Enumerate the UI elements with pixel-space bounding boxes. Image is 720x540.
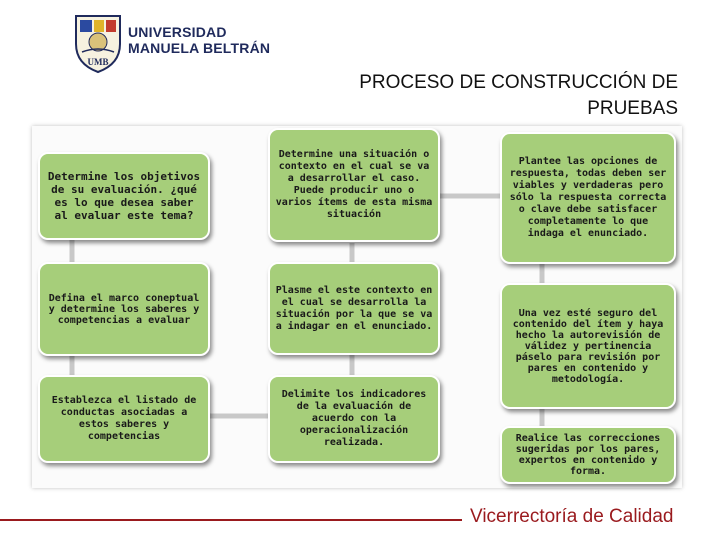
step-text: Determine una situación o contexto en el cual se va a desarrollar el caso. Puede producir uno o varios ítems de esta misma situación [275, 149, 433, 220]
step-write-stem [268, 262, 440, 355]
step-peer-review [500, 283, 676, 409]
step-text: Defina el marco coneptual y determine los saberes y competencias a evaluar [48, 292, 200, 326]
step-text: Delimite los indicadores de la evaluación de acuerdo con la operacionalización realizada. [281, 389, 427, 448]
step-apply-corrections [500, 426, 676, 484]
step-text: Establezca el listado de conductas asociadas a estos saberes y competencias [51, 395, 197, 442]
step-text: Plantee las opciones de respuesta, todas deben ser viables y verdaderas pero sólo la respuesta correcta o clave debe satisfacer completamente lo que indaga el enunciado. [509, 156, 667, 239]
step-define-objectives [38, 152, 210, 240]
step-text: Realice las correcciones sugeridas por los pares, expertos en contenido y forma. [515, 433, 661, 477]
step-text: Plasme el este contexto en el cual se desarrolla la situación por la que se va a indagar en el enunciado. [275, 284, 433, 332]
step-list-behaviors [38, 375, 210, 463]
step-text: Una vez esté seguro del contenido del ítem y haya hecho la autorevisión de válidez y pertinencia páselo para revisión por pares en contenido y metodología. [512, 307, 664, 385]
logo-text: UMB [87, 57, 109, 67]
step-delimit-indicators [268, 375, 440, 463]
step-response-options [500, 132, 676, 264]
step-define-framework [38, 262, 210, 356]
process-diagram [32, 126, 682, 488]
step-determine-context [268, 128, 440, 242]
footer-label: Vicerrectoría de Calidad [470, 506, 674, 527]
university-name-line2: MANUELA BELTRÁN [128, 40, 271, 56]
page-title: PROCESO DE CONSTRUCCIÓN DE PRUEBAS [359, 72, 678, 119]
university-name-line1: UNIVERSIDAD [128, 24, 227, 40]
step-text: Determine los objetivos de su evaluación. ¿qué es lo que desea saber al evaluar este tema? [47, 170, 201, 222]
footer-divider [0, 519, 462, 521]
university-name [128, 24, 270, 56]
university-logo [72, 10, 124, 74]
